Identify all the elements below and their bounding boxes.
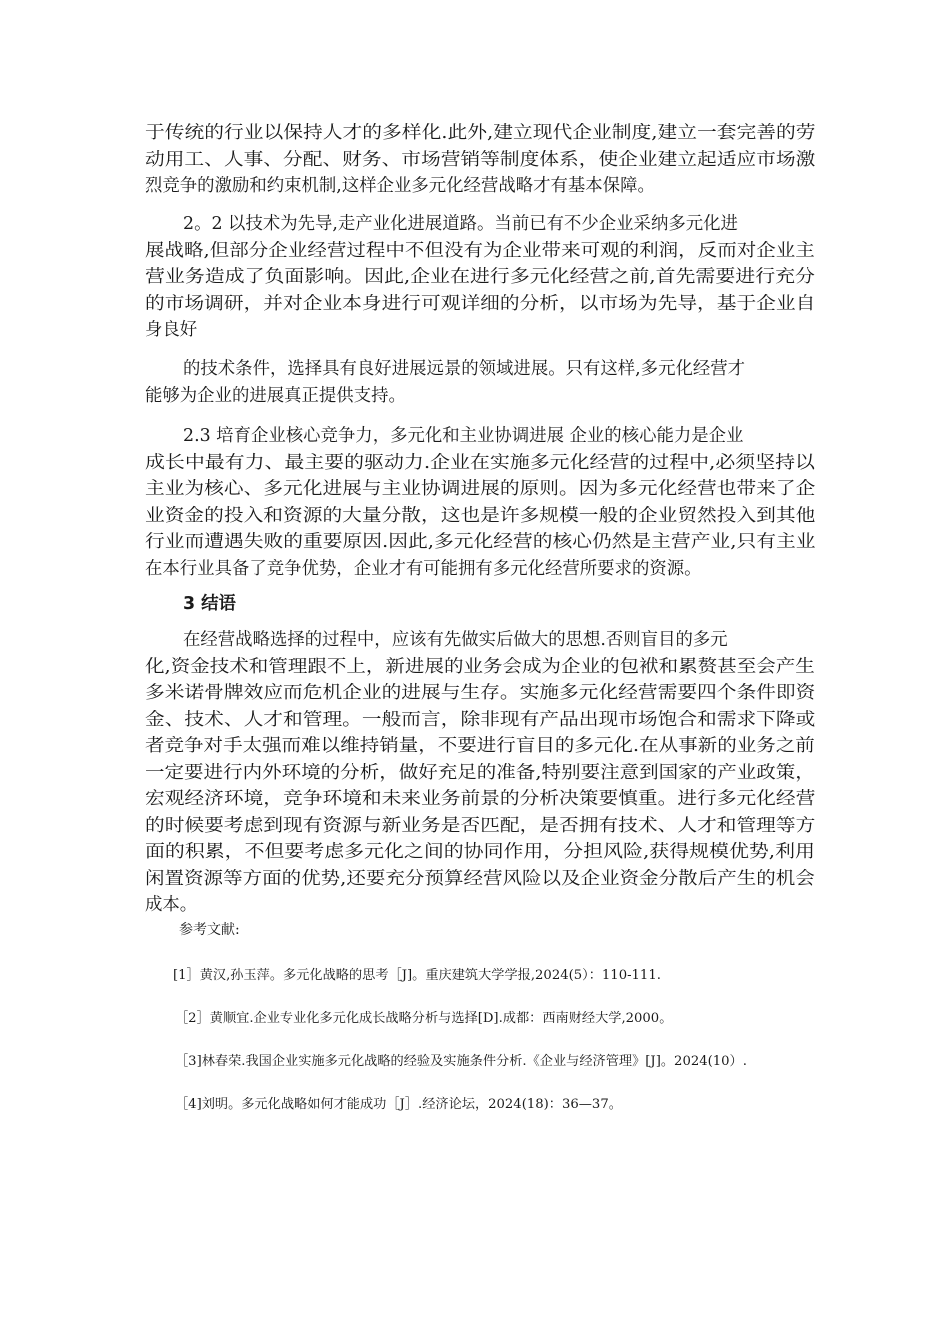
text-line: 于传统的行业以保持人才的多样化.此外,建立现代企业制度,建立一套完善的劳 <box>145 123 816 143</box>
references-heading: 参考文献: <box>179 922 240 938</box>
text-line: 者竞争对手太强而难以维持销量，不要进行盲目的多元化.在从事新的业务之前 <box>145 736 815 756</box>
reference-item: [1］黄汉,孙玉萍。多元化战略的思考［J]。重庆建筑大学学报,2024(5）：110-111. <box>173 968 661 983</box>
text-line: 2.3 培育企业核心竞争力，多元化和主业协调进展 企业的核心能力是企业 <box>183 426 744 446</box>
text-line: 身良好 <box>145 320 198 340</box>
text-line: 一定要进行内外环境的分析，做好充足的准备,特别要注意到国家的产业政策， <box>145 763 815 783</box>
text-line: 的市场调研，并对企业本身进行可观详细的分析，以市场为先导，基于企业自 <box>145 294 816 314</box>
text-line: 宏观经济环境，竞争环境和未来业务前景的分析决策要慎重。进行多元化经营 <box>145 789 816 809</box>
text-line: 能够为企业的进展真正提供支持。 <box>145 386 406 406</box>
text-line: 闲置资源等方面的优势,还要充分预算经营风险以及企业资金分散后产生的机会 <box>145 869 815 889</box>
text-line: 金、技术、人才和管理。一般而言，除非现有产品出现市场饱合和需求下降或 <box>145 710 816 730</box>
text-line: 在经营战略选择的过程中，应该有先做实后做大的思想.否则盲目的多元 <box>183 630 728 650</box>
reference-item: ［4]刘明。多元化战略如何才能成功［J］.经济论坛，2024(18)：36—37。 <box>175 1097 622 1112</box>
text-line: 在本行业具备了竞争优势，企业才有可能拥有多元化经营所要求的资源。 <box>145 559 702 579</box>
text-line: 多米诺骨牌效应而危机企业的进展与生存。实施多元化经营需要四个条件即资 <box>145 683 816 703</box>
text-line: 成长中最有力、最主要的驱动力.企业在实施多元化经营的过程中,必须坚持以 <box>145 453 815 473</box>
text-line: 烈竞争的激励和约束机制,这样企业多元化经营战略才有基本保障。 <box>145 176 655 196</box>
text-line: 展战略,但部分企业经营过程中不但没有为企业带来可观的利润，反而对企业主 <box>145 241 815 261</box>
text-line: 面的积累，不但要考虑多元化之间的协同作用，分担风险,获得规模优势,利用 <box>145 842 815 862</box>
text-line: 2。2 以技术为先导,走产业化进展道路。当前已有不少企业采纳多元化进 <box>183 214 738 234</box>
text-line: 主业为核心、多元化进展与主业协调进展的原则。因为多元化经营也带来了企 <box>145 479 816 499</box>
text-line: 的时候要考虑到现有资源与新业务是否匹配，是否拥有技术、人才和管理等方 <box>145 816 816 836</box>
text-line: 营业务造成了负面影响。因此,企业在进行多元化经营之前,首先需要进行充分 <box>145 267 815 287</box>
text-line: 的技术条件，选择具有良好进展远景的领域进展。只有这样,多元化经营才 <box>183 359 746 379</box>
text-line: 业资金的投入和资源的大量分散，这也是许多规模一般的企业贸然投入到其他 <box>145 506 816 526</box>
text-line: 行业而遭遇失败的重要原因.因此,多元化经营的核心仍然是主营产业,只有主业 <box>145 532 816 552</box>
text-line: 成本。 <box>145 895 198 915</box>
reference-item: ［2］黄顺宜.企业专业化多元化成长战略分析与选择[D].成都：西南财经大学,2000。 <box>175 1011 673 1026</box>
text-line: 动用工、人事、分配、财务、市场营销等制度体系，使企业建立起适应市场激 <box>145 150 816 170</box>
reference-item: ［3]林春荣.我国企业实施多元化战略的经验及实施条件分析.《企业与经济管理》[J]。2024(10）. <box>175 1054 747 1069</box>
text-line: 化,资金技术和管理跟不上，新进展的业务会成为企业的包袱和累赘甚至会产生 <box>145 657 815 677</box>
heading-text: 3 结语 <box>183 594 236 614</box>
